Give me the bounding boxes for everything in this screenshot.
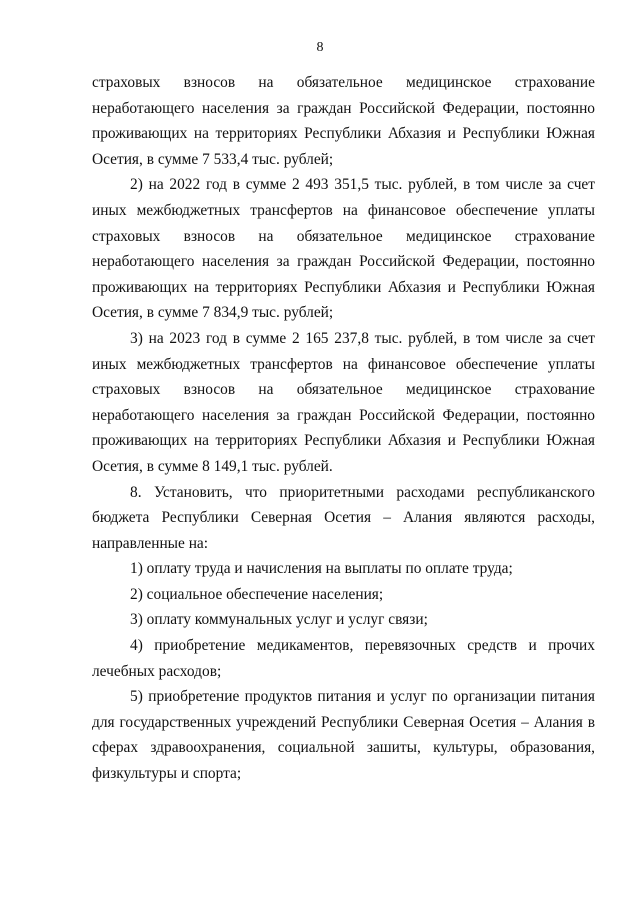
text-line: лечебных расходов; xyxy=(92,662,222,680)
text-line: 3) оплату коммунальных услуг и услуг связи; xyxy=(130,611,428,629)
text-line: иных межбюджетных трансфертов на финансовое обеспечение уплаты xyxy=(92,355,595,373)
text-line: Осетия, в сумме 7 834,9 тыс. рублей; xyxy=(92,304,334,322)
text-line: проживающих на территориях Республики Абхазия и Республики Южная xyxy=(92,278,595,296)
text-line: страховых взносов на обязательное медицинское страхование xyxy=(92,381,595,399)
text-line: проживающих на территориях Республики Абхазия и Республики Южная xyxy=(92,432,595,450)
text-line: 4) приобретение медикаментов, перевязочных средств и прочих xyxy=(130,637,595,655)
text-line: страховых взносов на обязательное медицинское страхование xyxy=(92,74,595,91)
text-line: бюджета Республики Северная Осетия – Алания являются расходы, xyxy=(92,509,595,527)
text-line: 1) оплату труда и начисления на выплаты по оплате труда; xyxy=(130,560,513,578)
text-line: 2) на 2022 год в сумме 2 493 351,5 тыс. рублей, в том числе за счет xyxy=(130,176,595,194)
text-line: направленные на: xyxy=(92,534,209,552)
page-number: 8 xyxy=(316,40,324,55)
text-line: 8. Установить, что приоритетными расходами республиканского xyxy=(130,483,595,501)
document-body xyxy=(92,70,595,787)
text-line: Осетия, в сумме 8 149,1 тыс. рублей. xyxy=(92,457,333,475)
text-line: неработающего населения за граждан Российской Федерации, постоянно xyxy=(92,253,595,271)
text-line: для государственных учреждений Республики Северная Осетия – Алания в xyxy=(92,713,595,731)
text-line: неработающего населения за граждан Российской Федерации, постоянно xyxy=(92,406,595,424)
text-line: 2) социальное обеспечение населения; xyxy=(130,585,384,603)
text-line: 5) приобретение продуктов питания и услуг по организации питания xyxy=(130,688,595,706)
text-line: неработающего населения за граждан Российской Федерации, постоянно xyxy=(92,99,595,117)
text-line: Осетия, в сумме 7 533,4 тыс. рублей; xyxy=(92,150,334,168)
text-line: 3) на 2023 год в сумме 2 165 237,8 тыс. рублей, в том числе за счет xyxy=(130,329,595,347)
text-line: страховых взносов на обязательное медицинское страхование xyxy=(92,227,595,245)
text-line: проживающих на территориях Республики Абхазия и Республики Южная xyxy=(92,125,595,143)
text-line: иных межбюджетных трансфертов на финансовое обеспечение уплаты xyxy=(92,201,595,219)
text-line: физкультуры и спорта; xyxy=(92,765,242,783)
text-line: сферах здравоохранения, социальной зашиты, культуры, образования, xyxy=(92,739,595,757)
